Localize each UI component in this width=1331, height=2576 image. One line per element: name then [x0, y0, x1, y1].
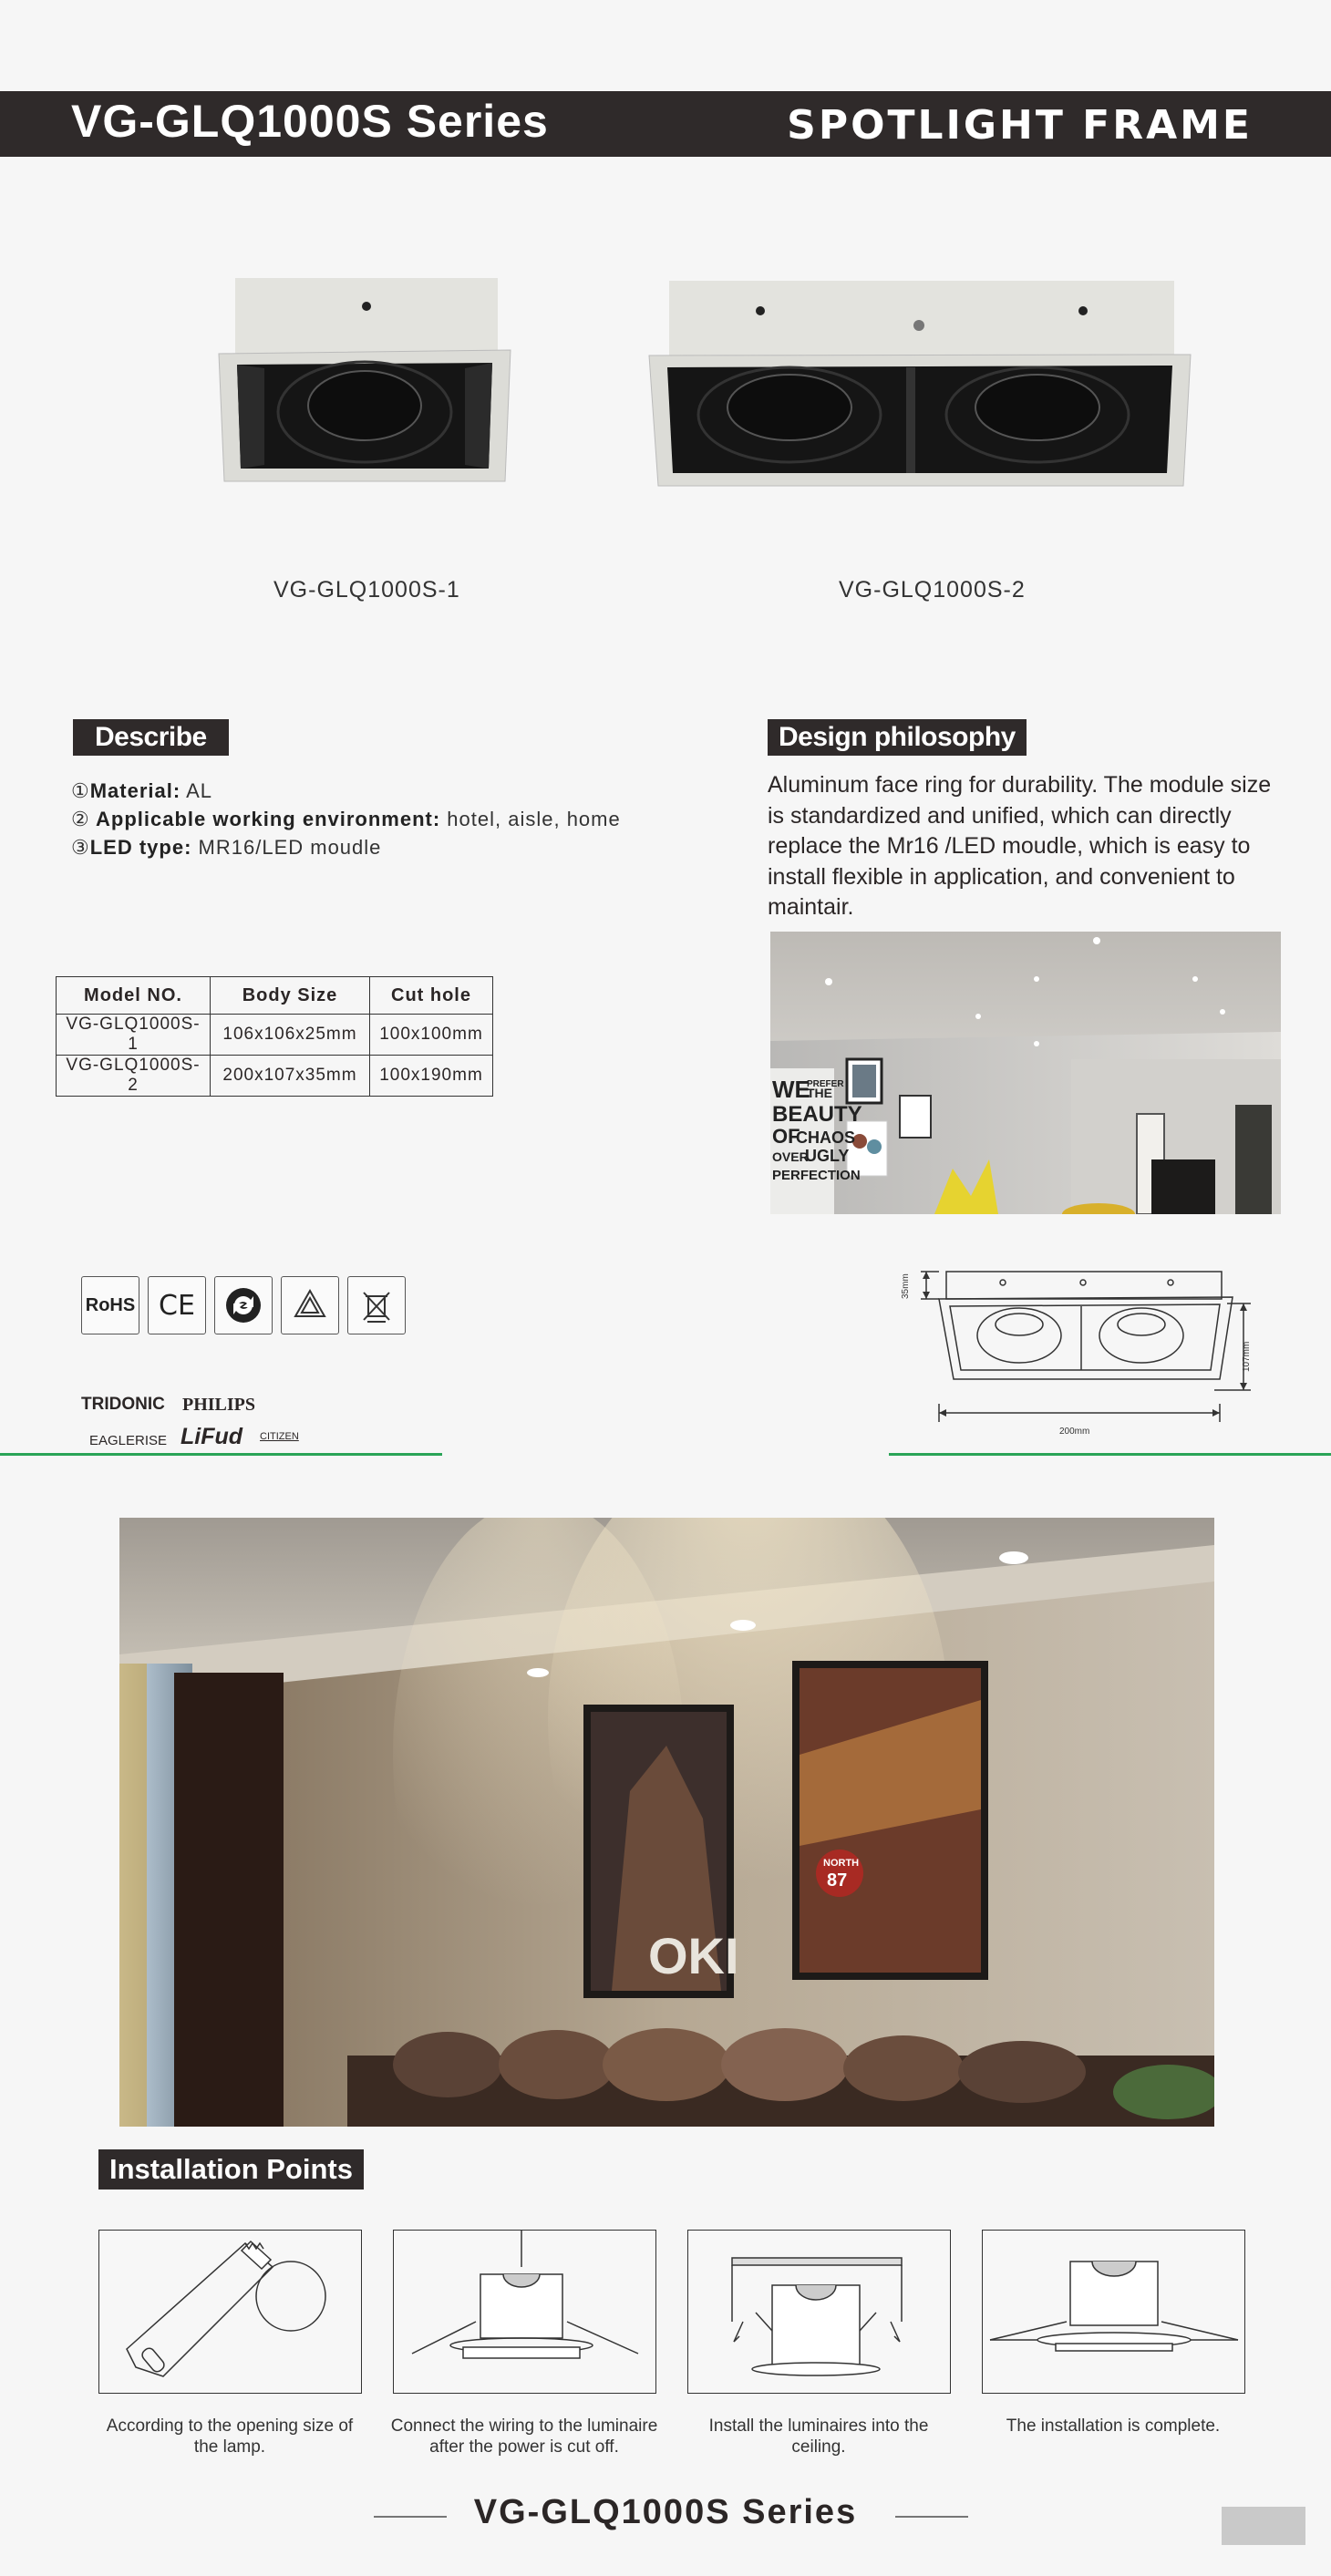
product-model-1: VG-GLQ1000S-1	[273, 577, 460, 603]
footer-series-title: VG-GLQ1000S Series	[473, 2493, 858, 2531]
divider-left	[0, 1453, 442, 1456]
poster-line-1: WE	[772, 1076, 810, 1103]
poster-line-7: OVER	[772, 1149, 809, 1164]
ce-icon: CE	[148, 1276, 206, 1334]
describe-item-environment: ② Applicable working environment: hotel, aisle, home	[71, 808, 621, 830]
rohs-icon: RoHS	[81, 1276, 139, 1334]
poster-line-8: UGLY	[805, 1147, 850, 1165]
install-step-2-image	[393, 2230, 656, 2394]
install-step-1-image	[98, 2230, 362, 2394]
install-step-4-image	[982, 2230, 1245, 2394]
installation-heading: Installation Points	[98, 2149, 364, 2190]
dimension-depth-label: 107mm	[1242, 1341, 1252, 1372]
artwork-word: OKI	[648, 1927, 739, 1984]
brand-lifud: LiFud	[181, 1424, 243, 1449]
describe-item-led-type: ③LED type: MR16/LED moudle	[71, 836, 382, 859]
room-photo	[119, 1518, 1214, 2127]
poster-line-9: PERFECTION	[772, 1168, 861, 1183]
divider-right	[889, 1453, 1331, 1456]
poster-line-2: PREFER	[807, 1079, 844, 1089]
install-step-1-caption: According to the opening size of the lamp.	[106, 2416, 354, 2457]
design-philosophy-heading: Design philosophy	[768, 719, 1027, 756]
product-image-single	[210, 273, 516, 485]
install-step-3-caption: Install the luminaires into the ceiling.	[708, 2416, 929, 2457]
describe-list	[71, 777, 621, 861]
brand-citizen: CITIZEN	[260, 1431, 299, 1442]
weee-bin-icon	[347, 1276, 406, 1334]
spec-table	[56, 976, 493, 1097]
dimension-drawing	[893, 1262, 1258, 1445]
describe-item-material: ①Material: AL	[71, 779, 213, 802]
table-row: VG-GLQ1000S-1 106x106x25mm 100x100mm	[57, 1015, 493, 1056]
col-model-no: Model NO.	[57, 977, 211, 1015]
dimension-height-label: 35mm	[901, 1273, 911, 1299]
install-step-4-caption: The installation is complete.	[1006, 2416, 1221, 2436]
artwork-sign-top: NORTH	[823, 1858, 860, 1869]
series-title: VG-GLQ1000S Series	[71, 96, 549, 147]
poster-line-3: THE	[807, 1086, 832, 1100]
design-philosophy-text: Aluminum face ring for durability. The module size is standardized and unified, which can directly replace the Mr16 /LED moudle, which is easy to install flexible in application, and convenient to maintair.	[768, 772, 1272, 920]
poster-line-4: BEAUTY	[772, 1102, 862, 1127]
product-image-double	[644, 278, 1194, 489]
describe-heading: Describe	[73, 719, 229, 756]
brand-tridonic: TRIDONIC	[81, 1395, 165, 1414]
footer-grey-box	[1222, 2507, 1305, 2545]
recycle-icon	[281, 1276, 339, 1334]
table-row: VG-GLQ1000S-2 200x107x35mm 100x190mm	[57, 1056, 493, 1097]
install-step-2-caption: Connect the wiring to the luminaire after the power is cut off.	[390, 2416, 658, 2457]
poster-line-6: CHAOS	[796, 1128, 856, 1147]
brand-philips: PHILIPS	[182, 1395, 256, 1415]
dimension-width-label: 200mm	[1059, 1427, 1090, 1437]
product-model-2: VG-GLQ1000S-2	[839, 577, 1026, 603]
interior-photo	[770, 932, 1281, 1214]
artwork-sign-number: 87	[827, 1870, 848, 1891]
col-body-size: Body Size	[211, 977, 370, 1015]
spec-table-header	[57, 977, 493, 1015]
green-dot-icon	[214, 1276, 273, 1334]
col-cut-hole: Cut hole	[370, 977, 493, 1015]
spotlight-frame-title: SPOTLIGHT FRAME	[787, 102, 1253, 149]
brand-eaglerise: EAGLERISE	[89, 1433, 168, 1448]
poster-line-5: OF	[772, 1125, 800, 1148]
install-step-3-image	[687, 2230, 951, 2394]
